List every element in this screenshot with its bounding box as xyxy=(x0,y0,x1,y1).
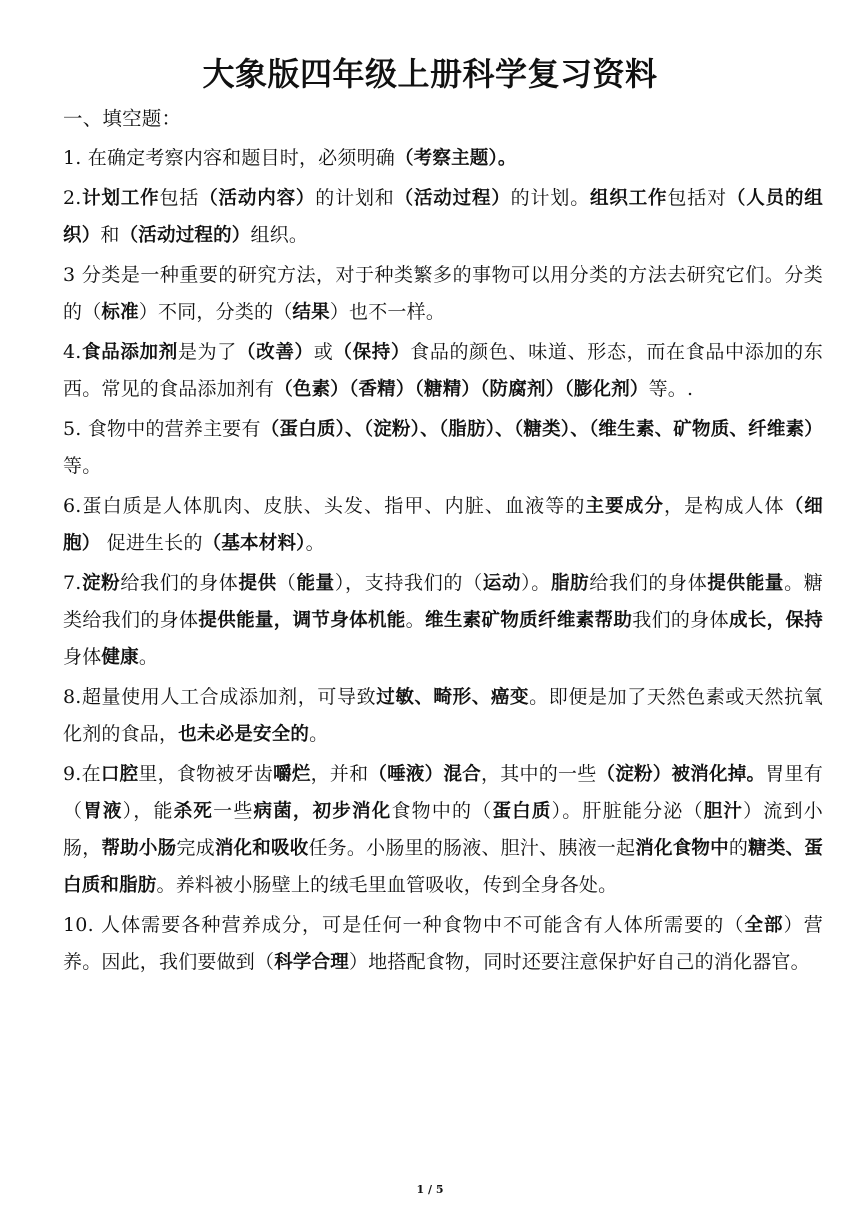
question-text: 是为了 xyxy=(177,341,237,363)
question-text: 1. 在确定考察内容和题目时，必须明确 xyxy=(63,147,395,169)
answer-text: （唾液）混合 xyxy=(368,764,481,785)
question-text: 食品的颜色、味道、形态，而在食品中添加的东西。常见的食品添加剂有 xyxy=(63,341,823,400)
answer-text: （保持） xyxy=(333,342,411,363)
answer-text: 胃液 xyxy=(83,801,123,822)
question-item xyxy=(63,907,823,981)
question-text: 2. xyxy=(63,187,82,209)
answer-text: 健康 xyxy=(101,647,139,668)
question-text: ）不同，分类的（ xyxy=(138,301,293,323)
question-item xyxy=(63,334,823,408)
question-text: 的计划和 xyxy=(315,187,395,209)
answer-text: 也未必是安全的 xyxy=(178,724,310,745)
question-text: ，其中的一些 xyxy=(480,763,597,785)
question-text: 包括 xyxy=(159,187,200,209)
answer-text: 组织工作 xyxy=(590,188,668,209)
answer-text: （基本材料） xyxy=(202,533,306,554)
answer-text: 糖类、蛋白质和脂肪 xyxy=(63,838,823,896)
answer-text: （活动过程） xyxy=(394,188,511,209)
question-text: 完成 xyxy=(176,837,215,859)
answer-text: 病菌，初步消化 xyxy=(253,801,392,822)
question-text: ）。 xyxy=(521,572,551,594)
question-text: 8.超量使用人工合成添加剂，可导致 xyxy=(63,686,377,708)
answer-text: 成长，保持 xyxy=(728,610,823,631)
question-text: 包括对 xyxy=(667,187,727,209)
question-list xyxy=(63,140,823,981)
question-text: 10. 人体需要各种营养成分，可是任何一种食物中不可能含有人体所需要的（ xyxy=(63,914,745,936)
question-text: 身体 xyxy=(63,646,102,668)
answer-text: 能量 xyxy=(296,573,335,594)
answer-text: 运动 xyxy=(482,573,522,594)
question-text: 组织。 xyxy=(250,224,309,246)
question-text: 的 xyxy=(728,837,749,859)
answer-text: 提供能量 xyxy=(707,573,785,594)
question-item xyxy=(63,679,823,753)
question-item xyxy=(63,488,823,562)
question-text: ）流到小肠， xyxy=(63,800,823,859)
question-item xyxy=(63,756,823,904)
question-text: 。糖类给我们的身体 xyxy=(63,572,824,631)
question-item xyxy=(63,257,823,331)
question-text: 我们的身体 xyxy=(632,609,729,631)
answer-text: 提供 xyxy=(238,573,277,594)
question-text: 里，食物被牙齿 xyxy=(138,763,274,785)
question-text: 的计划。 xyxy=(510,187,591,209)
answer-text: 嚼烂 xyxy=(273,764,311,785)
document-title: 大象版四年级上册科学复习资料 xyxy=(202,55,658,93)
question-text: 胃里有（ xyxy=(63,763,823,822)
question-text: 和 xyxy=(100,224,120,246)
question-text: ，并和 xyxy=(310,763,369,785)
question-item xyxy=(63,140,823,177)
question-text: 3 分类是一种重要的研究方法，对于种类繁多的事物可以用分类的方法去研究它们。分类的（ xyxy=(63,264,823,323)
question-text: 。即便是加了天然色素或天然抗氧化剂的食品， xyxy=(63,686,823,745)
question-text: 。 xyxy=(405,609,425,631)
answer-text: 胆汁 xyxy=(703,801,744,822)
question-text: ），支持我们的（ xyxy=(334,572,483,594)
answer-text: （人员的组织） xyxy=(63,188,823,246)
answer-text: （改善） xyxy=(236,342,314,363)
answer-text: 提供能量，调节身体机能 xyxy=(198,610,406,631)
answer-text: （蛋白质）、（淀粉）、（脂肪）、（糖类）、（维生素、矿物质、纤维素） xyxy=(260,419,823,440)
answer-text: 脂肪 xyxy=(550,573,590,594)
document-body xyxy=(63,100,823,984)
answer-text: 淀粉 xyxy=(81,573,121,594)
question-text: 9.在 xyxy=(63,763,101,785)
answer-text: 口腔 xyxy=(100,764,139,785)
answer-text: 维生素矿物质纤维素帮助 xyxy=(424,610,633,631)
answer-text: 计划工作 xyxy=(81,188,160,209)
question-text: 任务。小肠里的肠液、胆汁、胰液一起 xyxy=(308,837,636,859)
answer-text: 蛋白质 xyxy=(492,801,552,822)
question-text: ，是构成人体 xyxy=(663,495,785,517)
answer-text: 科学合理 xyxy=(274,952,350,973)
question-item xyxy=(63,411,823,485)
answer-text: 食品添加剂 xyxy=(81,342,178,363)
question-text: ）。肝脏能分泌（ xyxy=(551,800,704,822)
answer-text: 帮助小肠 xyxy=(101,838,177,859)
question-text: 7. xyxy=(63,572,82,594)
answer-text: （淀粉）被消化掉。 xyxy=(596,764,766,785)
question-text: 促进生长的 xyxy=(100,532,203,554)
question-text: 等。 xyxy=(63,455,102,477)
answer-text: （活动内容） xyxy=(199,188,316,209)
answer-text: 主要成分 xyxy=(585,496,664,517)
question-text: 等。. xyxy=(648,378,694,400)
question-item xyxy=(63,180,823,254)
section-heading: 一、填空题： xyxy=(63,107,182,130)
answer-text: 消化食物中 xyxy=(635,838,729,859)
answer-text: （活动过程的） xyxy=(119,225,251,246)
question-text: 食物中的（ xyxy=(391,800,493,822)
question-text: 。 xyxy=(305,532,325,554)
question-text: 。养料被小肠壁上的绒毛里血管吸收，传到全身各处。 xyxy=(156,874,618,896)
question-text: 一些 xyxy=(213,800,254,822)
question-text: 。 xyxy=(309,723,329,745)
question-text: （ xyxy=(276,572,297,594)
answer-text: 杀死 xyxy=(173,801,214,822)
question-text: 6.蛋白质是人体肌肉、皮肤、头发、指甲、内脏、血液等的 xyxy=(63,495,586,517)
question-text: ）地搭配食物，同时还要注意保护好自己的消化器官。 xyxy=(349,951,810,973)
answer-text: 全部 xyxy=(744,915,784,936)
answer-text: 标准 xyxy=(101,302,139,323)
question-text: ）也不一样。 xyxy=(329,301,446,323)
question-text: ），能 xyxy=(122,800,174,822)
answer-text: 消化和吸收 xyxy=(214,838,309,859)
question-item xyxy=(63,565,823,676)
question-text: 5. 食物中的营养主要有 xyxy=(63,418,261,440)
page-number: 1 / 5 xyxy=(416,1183,444,1196)
answer-text: 结果 xyxy=(292,302,330,323)
question-text: 4. xyxy=(63,341,82,363)
answer-text: （考察主题）。 xyxy=(394,148,517,169)
question-text: 或 xyxy=(313,341,334,363)
answer-text: （细胞） xyxy=(63,496,824,554)
question-text: ）营养。因此，我们要做到（ xyxy=(63,914,823,973)
question-text: 给我们的身体 xyxy=(120,572,239,594)
question-text: 给我们的身体 xyxy=(589,572,708,594)
question-text: 。 xyxy=(138,646,159,668)
answer-text: 过敏、畸形、癌变 xyxy=(376,687,530,708)
answer-text: （色素）（香精）（糖精）（防腐剂）（膨化剂） xyxy=(274,379,649,400)
